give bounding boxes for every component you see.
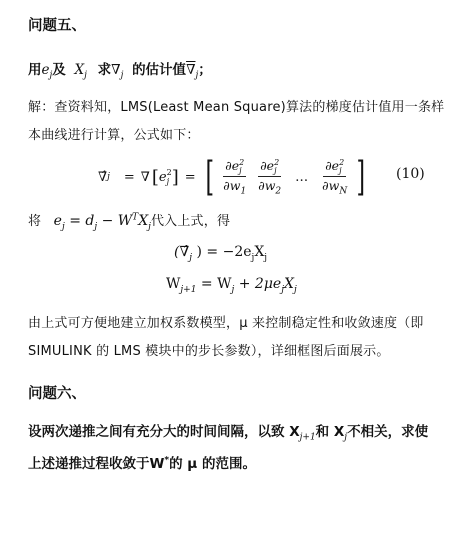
- gradient-rhs-x-index: j: [264, 252, 268, 263]
- eq10-fraction-2: [258, 158, 281, 196]
- update-w-index: j+1: [180, 284, 197, 295]
- eq10-lhs: ∇̂: [98, 169, 108, 185]
- eq10-num-2: ∂e: [260, 158, 275, 173]
- eq10-den-2: ∂w: [258, 177, 276, 193]
- substitution-line: [28, 210, 230, 232]
- update-x-index: j: [293, 284, 297, 295]
- substitution-d-index: j: [94, 221, 98, 232]
- q6-title: 问题六、: [28, 386, 86, 402]
- q6-line-1-c: 不相关，求使: [347, 424, 429, 440]
- q5-question-mid: 的估计值: [132, 62, 187, 78]
- gradient-rhs: ) = −2e: [192, 244, 252, 260]
- eq10-num-2-sub: j: [274, 165, 277, 175]
- substitution-prefix: 将: [28, 214, 42, 229]
- update-rest: + 2μe: [234, 276, 282, 292]
- q6-line-1-index-2: j: [344, 432, 348, 443]
- eq10-num-1-sub: j: [239, 165, 242, 175]
- q5-title: 问题五、: [28, 18, 86, 34]
- update-mid: = W: [196, 276, 232, 292]
- eq10-fraction-3: [322, 158, 347, 196]
- eq10-den-2-sub: 2: [275, 186, 282, 196]
- q6-line-1-b: 和 X: [315, 424, 345, 440]
- gradient-rhs-x: X: [254, 244, 265, 260]
- q5-nabla-index: j: [120, 70, 124, 81]
- eq10-e-sup: 2: [166, 168, 172, 177]
- eq10-num-3-sub: j: [339, 165, 342, 175]
- explanation-line-2: SIMULINK 的 LMS 模块中的步长参数），详细框图后面展示。: [28, 344, 390, 359]
- eq10-den-1-sub: 1: [240, 186, 247, 196]
- eq10-e-sub: j: [166, 177, 170, 186]
- gradient-rhs-e-index: j: [251, 252, 255, 263]
- eq10-den-1: ∂w: [223, 177, 241, 193]
- q5-answer-line-1: 解：查资料知，LMS(Least Mean Square)算法的梯度估计值用一条样: [28, 100, 445, 115]
- q6-line-2-a: 上述递推过程收敛于W: [28, 456, 165, 472]
- q6-line-1-a: 设两次递推之间有充分大的时间间隔，以致 X: [28, 424, 300, 440]
- q5-question-end: ；: [198, 62, 212, 78]
- update-w2-index: j: [231, 284, 235, 295]
- eq10-fraction-1: [223, 158, 246, 196]
- eq10-num-2-sup: 2: [274, 157, 280, 167]
- q5-hat-nabla-index: j: [195, 70, 199, 81]
- substitution-d: = d: [64, 213, 95, 229]
- gradient-lhs: (∇̂: [174, 244, 190, 260]
- eq10-num-1: ∂e: [225, 158, 240, 173]
- eq10-num-1-sup: 2: [239, 157, 245, 167]
- q5-question: [28, 58, 212, 81]
- q5-e-index: j: [49, 70, 53, 81]
- eq10-lhs-index: j: [107, 172, 110, 182]
- substitution-w: − W: [97, 213, 133, 229]
- substitution-e-index: j: [61, 221, 65, 232]
- q5-question-ask: 求: [97, 62, 112, 78]
- substitution-transpose: T: [132, 212, 139, 223]
- eq10-num-3: ∂e: [325, 158, 340, 173]
- q6-line-2-b: 的 μ 的范围。: [169, 456, 256, 472]
- q6-line-1: [28, 420, 428, 443]
- q5-question-prefix: 用: [28, 62, 42, 78]
- q5-answer-line-2: 本曲线进行计算，公式如下：: [28, 128, 200, 143]
- substitution-x: X: [138, 213, 149, 229]
- update-w: W: [166, 276, 181, 292]
- explanation-line-1: 由上式可方便地建立加权系数模型，μ 来控制稳定性和收敛速度（即: [28, 316, 424, 331]
- eq10-den-3-sub: N: [339, 186, 348, 196]
- update-x: X: [284, 276, 294, 292]
- q5-question-and: 及: [52, 62, 66, 78]
- eq10-e: e: [158, 169, 167, 185]
- q5-hat-nabla-symbol: ∇: [186, 62, 196, 78]
- eq10-equals-1: =: [123, 169, 135, 185]
- weight-update-equation: [166, 276, 297, 295]
- substitution-e: e: [53, 213, 62, 229]
- q5-nabla-symbol: ∇: [111, 62, 121, 78]
- substitution-x-index: j: [148, 221, 151, 232]
- eq10-number: (10): [396, 166, 425, 182]
- q6-line-2-star: *: [164, 455, 170, 466]
- substitution-suffix: 代入上式，得: [150, 214, 231, 229]
- q5-x-index: j: [84, 70, 87, 81]
- q6-line-2: [28, 452, 256, 472]
- eq10-equals-2: =: [184, 169, 196, 185]
- eq10-num-3-sup: 2: [339, 157, 345, 167]
- q6-line-1-index-1: j+1: [299, 432, 316, 443]
- eq10-dots: …: [295, 169, 309, 185]
- eq10-den-3: ∂w: [322, 177, 340, 193]
- q5-x-symbol: X: [74, 62, 85, 78]
- eq10-nabla: ∇: [140, 169, 150, 185]
- gradient-lhs-index: j: [189, 252, 193, 263]
- equation-10: ∇̂ j = ∇ [ e 2 j ] = [ ∂e 2 j $\partial w_1$ ∂e 2 j $\partial w_2$ … ∂e 2 j $\partial w_N$ ]: [98, 154, 366, 200]
- update-e-index: j: [281, 284, 284, 295]
- q5-e-symbol: e: [41, 62, 50, 78]
- gradient-equation: [174, 244, 267, 263]
